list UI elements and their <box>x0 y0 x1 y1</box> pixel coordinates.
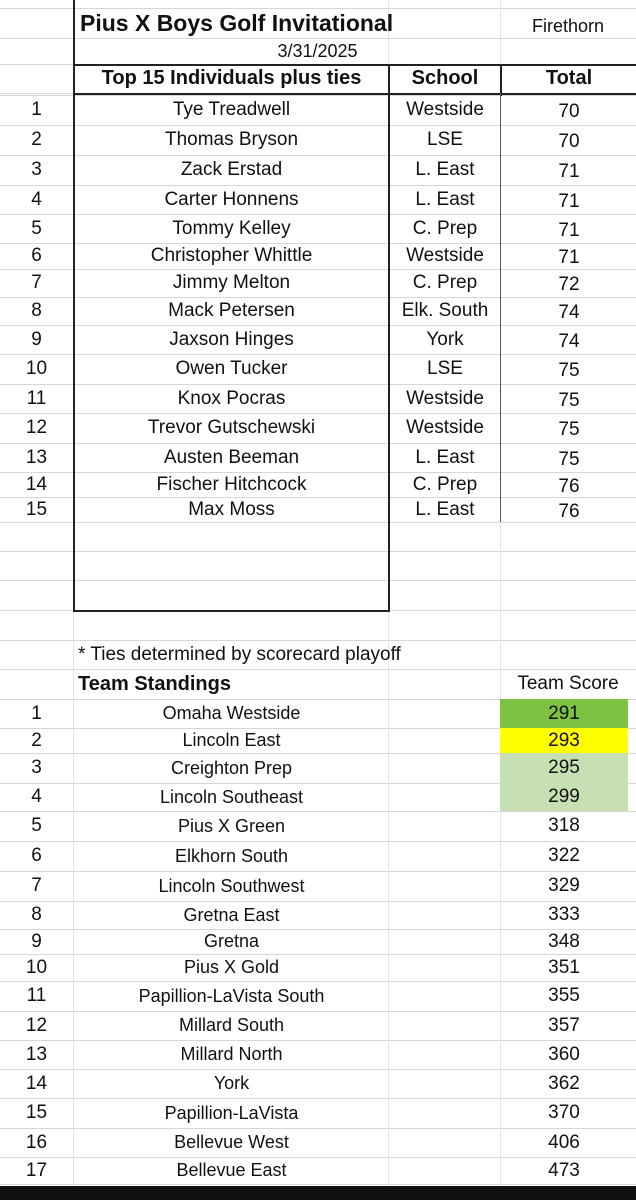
team-name: Lincoln Southwest <box>158 875 305 896</box>
individual-place: 6 <box>31 245 42 266</box>
individual-total: 70 <box>558 101 580 122</box>
team-name: Elkhorn South <box>174 845 289 866</box>
table-border-col3 <box>500 93 501 522</box>
individual-total: 75 <box>558 448 580 470</box>
individual-place: 11 <box>26 387 47 409</box>
team-place: 14 <box>25 1072 48 1094</box>
team-place: 16 <box>25 1131 48 1153</box>
team-score: 295 <box>548 757 580 778</box>
individual-name: Tommy Kelley <box>172 217 291 239</box>
individual-place: 15 <box>25 498 48 520</box>
individual-name: Zack Erstad <box>180 159 283 180</box>
individual-total: 75 <box>558 419 580 440</box>
team-name: Gretna <box>203 931 260 951</box>
individual-total: 76 <box>558 475 580 497</box>
individual-place: 8 <box>31 300 42 321</box>
individual-school: L. East <box>415 498 475 520</box>
team-place: 4 <box>31 786 42 807</box>
team-name: Omaha Westside <box>162 703 301 723</box>
team-score: 318 <box>548 815 580 836</box>
team-place: 15 <box>25 1102 48 1123</box>
individual-total: 71 <box>558 219 580 241</box>
individual-total: 75 <box>558 389 580 411</box>
individual-school: Westside <box>406 387 484 409</box>
individual-place: 13 <box>25 446 48 468</box>
individual-place: 5 <box>31 217 42 239</box>
individual-school: LSE <box>427 358 463 379</box>
individual-name: Knox Pocras <box>177 387 286 409</box>
individual-place: 1 <box>31 99 42 120</box>
team-score: 406 <box>548 1131 580 1153</box>
individual-school: Westside <box>406 99 484 120</box>
team-place: 9 <box>31 930 42 952</box>
event-date: 3/31/2025 <box>277 40 358 61</box>
individual-name: Owen Tucker <box>175 358 288 379</box>
team-name: Pius X Gold <box>183 957 280 977</box>
grid-row-line <box>0 1184 636 1185</box>
team-score-header: Team Score <box>517 673 619 694</box>
individual-name: Jimmy Melton <box>172 272 291 293</box>
individual-school: C. Prep <box>412 272 478 293</box>
individual-school: LSE <box>427 129 463 150</box>
individual-place: 4 <box>31 188 42 210</box>
table-border-bottom <box>73 610 390 612</box>
team-score: 355 <box>548 985 580 1006</box>
individual-total: 70 <box>558 131 580 152</box>
team-name: Bellevue West <box>174 1132 289 1152</box>
ties-note: * Ties determined by scorecard playoff <box>78 643 401 665</box>
page-title: Pius X Boys Golf Invitational <box>80 9 394 36</box>
team-place: 2 <box>31 729 42 751</box>
individual-total: 71 <box>558 161 580 182</box>
individual-school: C. Prep <box>412 473 478 495</box>
individual-name: Carter Honnens <box>164 188 299 210</box>
team-name: Creighton Prep <box>170 757 293 778</box>
individual-school: Westside <box>406 417 484 438</box>
grid-row-line <box>0 580 636 581</box>
team-place: 5 <box>31 815 42 836</box>
individual-name: Max Moss <box>188 498 275 520</box>
team-name: Papillion-LaVista <box>164 1102 299 1123</box>
team-place: 13 <box>25 1043 48 1065</box>
column-header-total: Total <box>545 67 593 89</box>
individual-name: Thomas Bryson <box>164 129 299 150</box>
individual-school: Elk. South <box>401 300 489 321</box>
individual-school: Westside <box>406 245 484 266</box>
team-place: 11 <box>26 985 47 1006</box>
individual-name: Trevor Gutschewski <box>147 417 316 438</box>
individual-place: 10 <box>25 358 48 379</box>
individual-place: 9 <box>31 328 42 350</box>
individual-school: L. East <box>415 446 475 468</box>
individual-place: 3 <box>31 159 42 180</box>
team-name: Papillion-LaVista South <box>138 985 325 1006</box>
team-name: York <box>213 1073 250 1093</box>
team-place: 6 <box>31 845 42 866</box>
team-score: 333 <box>548 904 580 925</box>
individual-total: 74 <box>558 330 580 352</box>
team-place: 12 <box>25 1014 48 1036</box>
team-place: 3 <box>31 757 42 778</box>
individual-school: L. East <box>415 159 475 180</box>
team-name: Lincoln Southeast <box>159 786 304 807</box>
team-place: 8 <box>31 904 42 925</box>
individual-name: Austen Beeman <box>163 446 300 468</box>
individual-school: York <box>426 328 464 350</box>
team-name: Lincoln East <box>182 730 281 750</box>
team-name: Millard North <box>180 1044 283 1064</box>
team-score: 329 <box>548 875 580 896</box>
individual-place: 2 <box>31 129 42 150</box>
individual-name: Christopher Whittle <box>150 245 313 266</box>
individual-name: Jaxson Hinges <box>169 328 294 350</box>
team-name: Pius X Green <box>177 815 286 836</box>
individual-school: L. East <box>415 188 475 210</box>
individual-place: 7 <box>31 272 42 293</box>
team-place: 1 <box>31 702 42 724</box>
team-score: 360 <box>548 1043 580 1065</box>
individual-school: C. Prep <box>412 217 478 239</box>
team-score: 299 <box>548 786 580 807</box>
team-score: 293 <box>548 729 580 751</box>
team-score: 348 <box>548 930 580 952</box>
individual-place: 12 <box>25 417 48 438</box>
team-score: 291 <box>548 702 580 724</box>
individual-name: Tye Treadwell <box>172 99 291 120</box>
team-place: 17 <box>25 1159 48 1181</box>
grid-row-line <box>0 551 636 552</box>
team-score: 322 <box>548 845 580 866</box>
team-score: 473 <box>548 1159 580 1181</box>
team-score: 370 <box>548 1102 580 1123</box>
team-place: 7 <box>31 875 42 896</box>
team-standings-title: Team Standings <box>78 672 231 695</box>
individual-name: Fischer Hitchcock <box>156 473 307 495</box>
team-score: 351 <box>548 956 580 978</box>
individual-total: 74 <box>558 302 580 323</box>
team-name: Gretna East <box>183 904 280 925</box>
individual-total: 76 <box>558 500 580 522</box>
individual-name: Mack Petersen <box>168 300 295 321</box>
column-header-school: School <box>411 67 479 89</box>
individual-total: 71 <box>558 190 580 212</box>
window-bottom-edge <box>0 1186 636 1200</box>
individual-total: 71 <box>558 247 580 268</box>
team-place: 10 <box>25 956 48 978</box>
team-name: Bellevue East <box>176 1160 287 1180</box>
team-score: 362 <box>548 1072 580 1094</box>
individual-total: 72 <box>558 274 580 295</box>
column-header-name: Top 15 Individuals plus ties <box>101 67 362 89</box>
team-score: 357 <box>548 1014 580 1036</box>
individual-place: 14 <box>25 473 48 495</box>
team-name: Millard South <box>178 1015 285 1035</box>
course-name: Firethorn <box>531 15 605 36</box>
individual-total: 75 <box>558 360 580 381</box>
